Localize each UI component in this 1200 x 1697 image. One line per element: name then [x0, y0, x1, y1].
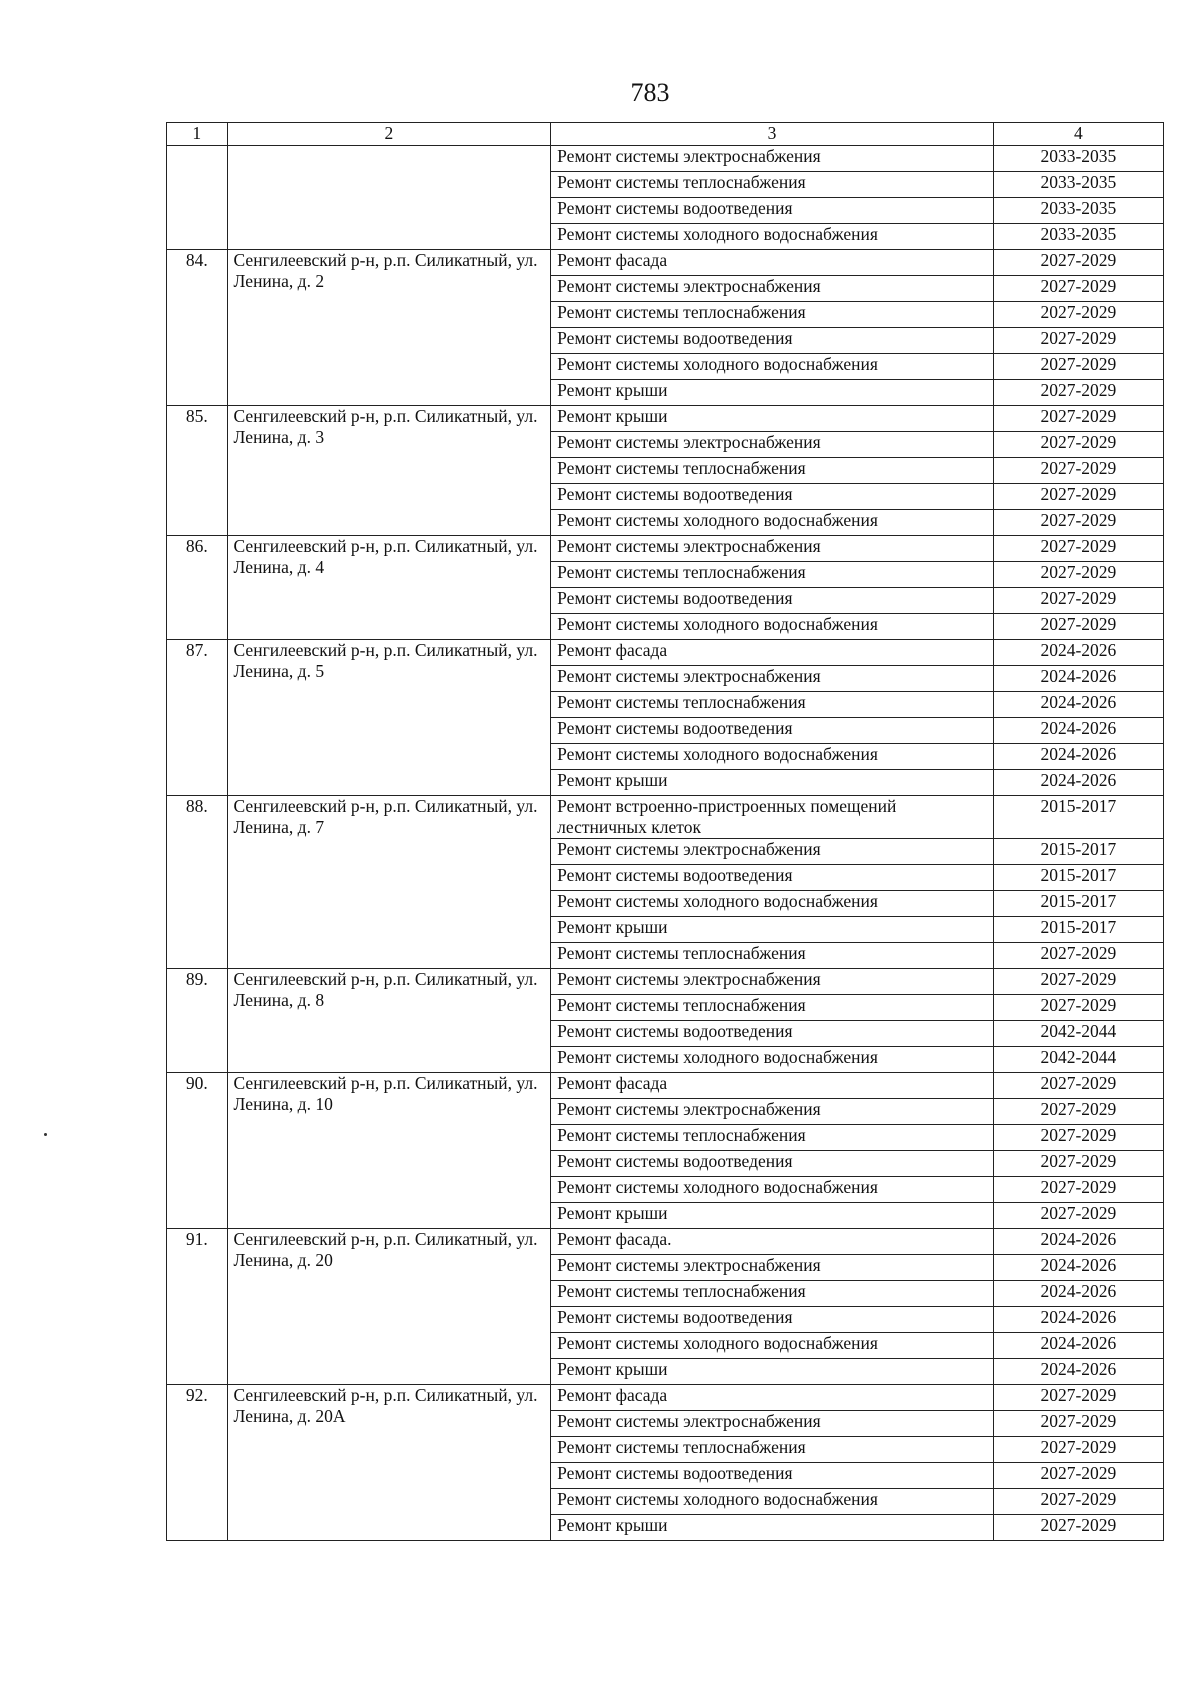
table-row	[167, 536, 1164, 562]
period-cell: 2033-2035	[993, 198, 1163, 224]
work-type-cell: Ремонт системы водоотведения	[551, 1463, 994, 1489]
period-cell: 2027-2029	[993, 250, 1163, 276]
period-cell: 2027-2029	[993, 432, 1163, 458]
period-cell: 2015-2017	[993, 917, 1163, 943]
period-cell: 2024-2026	[993, 1333, 1163, 1359]
period-cell: 2027-2029	[993, 1411, 1163, 1437]
work-type-cell: Ремонт системы холодного водоснабжения	[551, 1177, 994, 1203]
table-row	[167, 1229, 1164, 1255]
period-cell: 2024-2026	[993, 1229, 1163, 1255]
work-type-cell: Ремонт системы теплоснабжения	[551, 1437, 994, 1463]
address-cell: Сенгилеевский р-н, р.п. Силикатный, ул. Ленина, д. 8	[227, 969, 551, 1073]
work-type-cell: Ремонт системы теплоснабжения	[551, 302, 994, 328]
row-number-cell: 89.	[167, 969, 228, 1073]
work-type-cell: Ремонт фасада	[551, 640, 994, 666]
header-col-4: 4	[993, 123, 1163, 146]
period-cell: 2033-2035	[993, 224, 1163, 250]
work-type-cell: Ремонт системы водоотведения	[551, 588, 994, 614]
address-cell: Сенгилеевский р-н, р.п. Силикатный, ул. Ленина, д. 10	[227, 1073, 551, 1229]
period-cell: 2042-2044	[993, 1021, 1163, 1047]
period-cell: 2027-2029	[993, 380, 1163, 406]
period-cell: 2024-2026	[993, 718, 1163, 744]
period-cell: 2027-2029	[993, 1437, 1163, 1463]
work-type-cell: Ремонт системы электроснабжения	[551, 666, 994, 692]
table-row	[167, 250, 1164, 276]
work-type-cell: Ремонт фасада.	[551, 1229, 994, 1255]
work-type-cell: Ремонт системы водоотведения	[551, 328, 994, 354]
period-cell: 2033-2035	[993, 172, 1163, 198]
work-type-cell: Ремонт системы водоотведения	[551, 1307, 994, 1333]
work-type-cell: Ремонт системы теплоснабжения	[551, 995, 994, 1021]
work-type-cell: Ремонт системы холодного водоснабжения	[551, 224, 994, 250]
work-type-cell: Ремонт системы теплоснабжения	[551, 1281, 994, 1307]
work-type-cell: Ремонт системы водоотведения	[551, 1021, 994, 1047]
period-cell: 2027-2029	[993, 484, 1163, 510]
period-cell: 2027-2029	[993, 328, 1163, 354]
work-type-cell: Ремонт системы холодного водоснабжения	[551, 1489, 994, 1515]
period-cell: 2027-2029	[993, 943, 1163, 969]
header-row	[167, 123, 1164, 146]
row-number-cell	[167, 146, 228, 250]
address-cell: Сенгилеевский р-н, р.п. Силикатный, ул. Ленина, д. 3	[227, 406, 551, 536]
period-cell: 2015-2017	[993, 865, 1163, 891]
period-cell: 2042-2044	[993, 1047, 1163, 1073]
work-type-cell: Ремонт фасада	[551, 1385, 994, 1411]
table-row	[167, 640, 1164, 666]
row-number-cell: 85.	[167, 406, 228, 536]
work-type-cell: Ремонт фасада	[551, 250, 994, 276]
period-cell: 2027-2029	[993, 1151, 1163, 1177]
address-cell: Сенгилеевский р-н, р.п. Силикатный, ул. Ленина, д. 20А	[227, 1385, 551, 1541]
work-type-cell: Ремонт крыши	[551, 406, 994, 432]
table-row	[167, 146, 1164, 172]
period-cell: 2015-2017	[993, 891, 1163, 917]
period-cell: 2027-2029	[993, 969, 1163, 995]
period-cell: 2027-2029	[993, 614, 1163, 640]
repair-schedule-table	[166, 122, 1164, 1541]
work-type-cell: Ремонт системы электроснабжения	[551, 1099, 994, 1125]
header-col-1: 1	[167, 123, 228, 146]
work-type-cell: Ремонт крыши	[551, 1515, 994, 1541]
address-cell: Сенгилеевский р-н, р.п. Силикатный, ул. Ленина, д. 20	[227, 1229, 551, 1385]
table-row	[167, 796, 1164, 839]
work-type-cell: Ремонт системы теплоснабжения	[551, 458, 994, 484]
work-type-cell: Ремонт системы холодного водоснабжения	[551, 614, 994, 640]
work-type-cell: Ремонт системы электроснабжения	[551, 969, 994, 995]
work-type-cell: Ремонт крыши	[551, 917, 994, 943]
work-type-cell: Ремонт системы теплоснабжения	[551, 692, 994, 718]
work-type-cell: Ремонт системы водоотведения	[551, 1151, 994, 1177]
period-cell: 2024-2026	[993, 1281, 1163, 1307]
period-cell: 2027-2029	[993, 1489, 1163, 1515]
work-type-cell: Ремонт системы холодного водоснабжения	[551, 744, 994, 770]
work-type-cell: Ремонт системы электроснабжения	[551, 1411, 994, 1437]
period-cell: 2027-2029	[993, 302, 1163, 328]
work-type-cell: Ремонт системы холодного водоснабжения	[551, 1047, 994, 1073]
period-cell: 2027-2029	[993, 1385, 1163, 1411]
address-cell: Сенгилеевский р-н, р.п. Силикатный, ул. Ленина, д. 2	[227, 250, 551, 406]
scan-mark	[44, 1133, 47, 1136]
header-col-3: 3	[551, 123, 994, 146]
work-type-cell: Ремонт системы электроснабжения	[551, 276, 994, 302]
row-number-cell: 87.	[167, 640, 228, 796]
work-type-cell: Ремонт системы теплоснабжения	[551, 562, 994, 588]
row-number-cell: 90.	[167, 1073, 228, 1229]
address-cell	[227, 146, 551, 250]
header-col-2: 2	[227, 123, 551, 146]
period-cell: 2024-2026	[993, 744, 1163, 770]
period-cell: 2033-2035	[993, 146, 1163, 172]
period-cell: 2024-2026	[993, 692, 1163, 718]
work-type-cell: Ремонт системы теплоснабжения	[551, 943, 994, 969]
period-cell: 2027-2029	[993, 1515, 1163, 1541]
work-type-cell: Ремонт крыши	[551, 380, 994, 406]
work-type-cell: Ремонт системы холодного водоснабжения	[551, 354, 994, 380]
period-cell: 2027-2029	[993, 1463, 1163, 1489]
table-row	[167, 406, 1164, 432]
work-type-cell: Ремонт системы электроснабжения	[551, 1255, 994, 1281]
period-cell: 2027-2029	[993, 406, 1163, 432]
work-type-cell: Ремонт фасада	[551, 1073, 994, 1099]
period-cell: 2027-2029	[993, 1073, 1163, 1099]
period-cell: 2027-2029	[993, 562, 1163, 588]
row-number-cell: 91.	[167, 1229, 228, 1385]
work-type-cell: Ремонт системы электроснабжения	[551, 146, 994, 172]
row-number-cell: 88.	[167, 796, 228, 969]
work-type-cell: Ремонт системы электроснабжения	[551, 536, 994, 562]
table-row	[167, 1073, 1164, 1099]
work-type-cell: Ремонт системы водоотведения	[551, 718, 994, 744]
work-type-cell: Ремонт крыши	[551, 770, 994, 796]
work-type-cell: Ремонт системы холодного водоснабжения	[551, 1333, 994, 1359]
work-type-cell: Ремонт крыши	[551, 1359, 994, 1385]
period-cell: 2027-2029	[993, 510, 1163, 536]
period-cell: 2027-2029	[993, 354, 1163, 380]
period-cell: 2015-2017	[993, 796, 1163, 839]
address-cell: Сенгилеевский р-н, р.п. Силикатный, ул. Ленина, д. 7	[227, 796, 551, 969]
row-number-cell: 92.	[167, 1385, 228, 1541]
work-type-cell: Ремонт крыши	[551, 1203, 994, 1229]
table-body	[167, 146, 1164, 1541]
address-cell: Сенгилеевский р-н, р.п. Силикатный, ул. Ленина, д. 5	[227, 640, 551, 796]
period-cell: 2024-2026	[993, 640, 1163, 666]
row-number-cell: 86.	[167, 536, 228, 640]
table-row	[167, 1385, 1164, 1411]
work-type-cell: Ремонт системы электроснабжения	[551, 432, 994, 458]
work-type-cell: Ремонт системы холодного водоснабжения	[551, 891, 994, 917]
work-type-cell: Ремонт встроенно-пристроенных помещений лестничных клеток	[551, 796, 994, 839]
period-cell: 2027-2029	[993, 458, 1163, 484]
table-row	[167, 969, 1164, 995]
period-cell: 2027-2029	[993, 1099, 1163, 1125]
period-cell: 2024-2026	[993, 666, 1163, 692]
period-cell: 2027-2029	[993, 276, 1163, 302]
period-cell: 2027-2029	[993, 588, 1163, 614]
period-cell: 2024-2026	[993, 1307, 1163, 1333]
period-cell: 2027-2029	[993, 1125, 1163, 1151]
work-type-cell: Ремонт системы теплоснабжения	[551, 1125, 994, 1151]
address-cell: Сенгилеевский р-н, р.п. Силикатный, ул. Ленина, д. 4	[227, 536, 551, 640]
row-number-cell: 84.	[167, 250, 228, 406]
work-type-cell: Ремонт системы водоотведения	[551, 198, 994, 224]
work-type-cell: Ремонт системы холодного водоснабжения	[551, 510, 994, 536]
page-number: 783	[630, 78, 670, 107]
table-header	[167, 123, 1164, 146]
period-cell: 2015-2017	[993, 839, 1163, 865]
work-type-cell: Ремонт системы водоотведения	[551, 865, 994, 891]
period-cell: 2024-2026	[993, 1255, 1163, 1281]
period-cell: 2027-2029	[993, 1203, 1163, 1229]
period-cell: 2024-2026	[993, 770, 1163, 796]
period-cell: 2027-2029	[993, 1177, 1163, 1203]
period-cell: 2027-2029	[993, 536, 1163, 562]
work-type-cell: Ремонт системы водоотведения	[551, 484, 994, 510]
period-cell: 2024-2026	[993, 1359, 1163, 1385]
period-cell: 2027-2029	[993, 995, 1163, 1021]
work-type-cell: Ремонт системы теплоснабжения	[551, 172, 994, 198]
work-type-cell: Ремонт системы электроснабжения	[551, 839, 994, 865]
